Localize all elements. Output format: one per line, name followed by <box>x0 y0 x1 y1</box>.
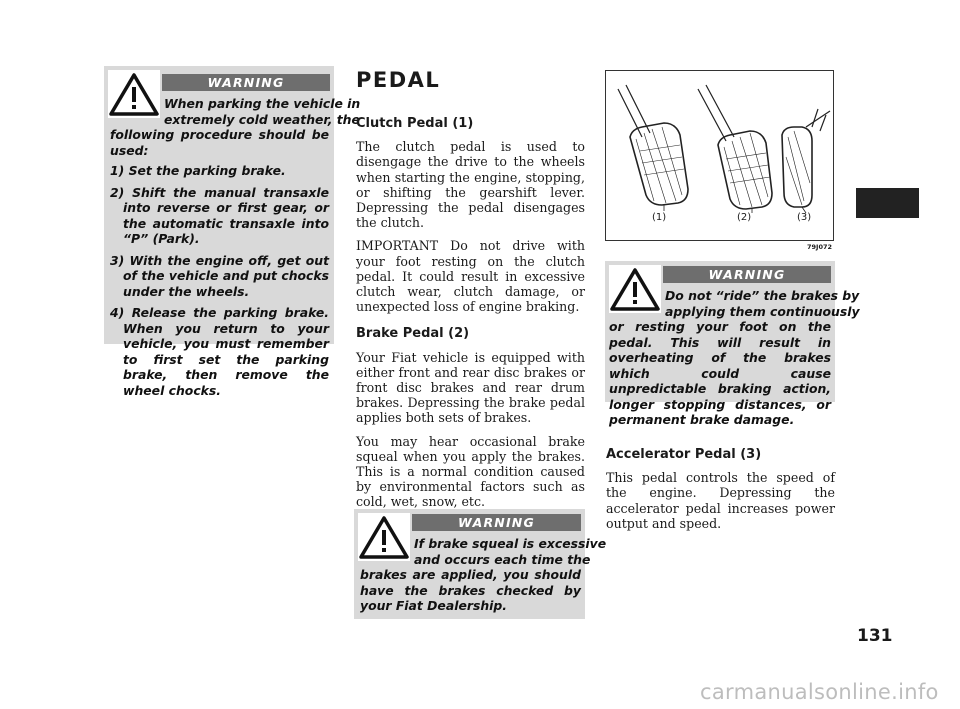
warning-lead-line: When parking the vehicle in <box>164 96 361 111</box>
page-number: 131 <box>857 626 893 646</box>
warning-lead-line: If brake squeal is excessive <box>414 536 607 551</box>
procedure-step: 4) Release the parking brake. When you return to your vehicle, you must remember to first set the parking brake, then remove the wheel chocks. <box>110 305 329 398</box>
procedure-step: 2) Shift the manual transaxle into reverse or first gear, or the automatic transaxle into “P” (Park). <box>110 184 329 246</box>
accelerator-text-column <box>606 447 835 539</box>
procedure-step: 3) With the engine off, get out of the vehicle and put chocks under the wheels. <box>110 252 329 299</box>
pedal-text-column <box>356 116 585 518</box>
accelerator-heading: Accelerator Pedal (3) <box>606 447 762 462</box>
clutch-paragraph: The clutch pedal is used to disengage the drive to the wheels when starting the engine, stopping, or shifting the gearshift lever. Depressing the pedal disengages the clutch. <box>356 139 585 231</box>
warning-lead-line: applying them continuously <box>665 303 860 319</box>
warning-lead-text <box>665 288 860 319</box>
warning-lead-line: and occurs each time the <box>414 551 591 567</box>
watermark: carmanualsonline.info <box>700 680 939 704</box>
warning-header: WARNING <box>663 266 831 283</box>
warning-box-brake-squeal <box>354 509 607 619</box>
figure-label-accelerator: (3) <box>797 212 812 223</box>
warning-triangle-icon <box>358 513 410 561</box>
warning-body-text: following procedure should be used: <box>110 127 329 158</box>
section-title: PEDAL <box>356 68 441 92</box>
warning-body-text: brakes are applied, you should have the brakes checked by your Fiat Dealership. <box>360 567 581 613</box>
clutch-heading: Clutch Pedal (1) <box>356 116 474 131</box>
clutch-important: IMPORTANT Do not drive with your foot resting on the clutch pedal. It could result in excessive clutch wear, clutch damage, or unexpected loss of engine braking. <box>356 238 585 315</box>
warning-lead-line: Do not “ride” the brakes by <box>665 288 860 303</box>
warning-triangle-icon <box>108 70 160 118</box>
warning-lead-line: extremely cold weather, the <box>164 111 360 127</box>
warning-lead-text <box>164 96 361 127</box>
brake-paragraph: Your Fiat vehicle is equipped with either front and rear disc brakes or front disc brakes and rear drum brakes. Depressing the brake pedal applies both sets of brakes. <box>356 349 585 426</box>
brake-heading: Brake Pedal (2) <box>356 326 470 342</box>
warning-header: WARNING <box>412 514 581 531</box>
warning-lead-text <box>414 536 607 567</box>
section-tab <box>856 188 919 218</box>
figure-label-clutch: (1) <box>652 212 667 223</box>
figure-label-brake: (2) <box>737 212 752 223</box>
warning-box-parking <box>104 66 361 398</box>
procedure-list <box>110 163 329 398</box>
warning-box-ride-brakes <box>605 261 860 427</box>
accelerator-paragraph: This pedal controls the speed of the engine. Depressing the accelerator pedal increases power output and speed. <box>606 470 835 531</box>
brake-squeal-paragraph: You may hear occasional brake squeal when you apply the brakes. This is a normal condition caused by environmental factors such as cold, wet, snow, etc. <box>356 433 585 510</box>
warning-header: WARNING <box>162 74 330 91</box>
figure-code: 79J072 <box>807 243 833 251</box>
warning-body <box>110 127 329 398</box>
warning-triangle-icon <box>609 265 661 313</box>
warning-body-text: or resting your foot on the pedal. This will result in overheating of the brakes which could cause unpredictable braking action, longer stopping distances, or permanent brake damage. <box>609 319 831 427</box>
pedal-figure <box>605 70 834 241</box>
procedure-step: 1) Set the parking brake. <box>110 163 286 178</box>
